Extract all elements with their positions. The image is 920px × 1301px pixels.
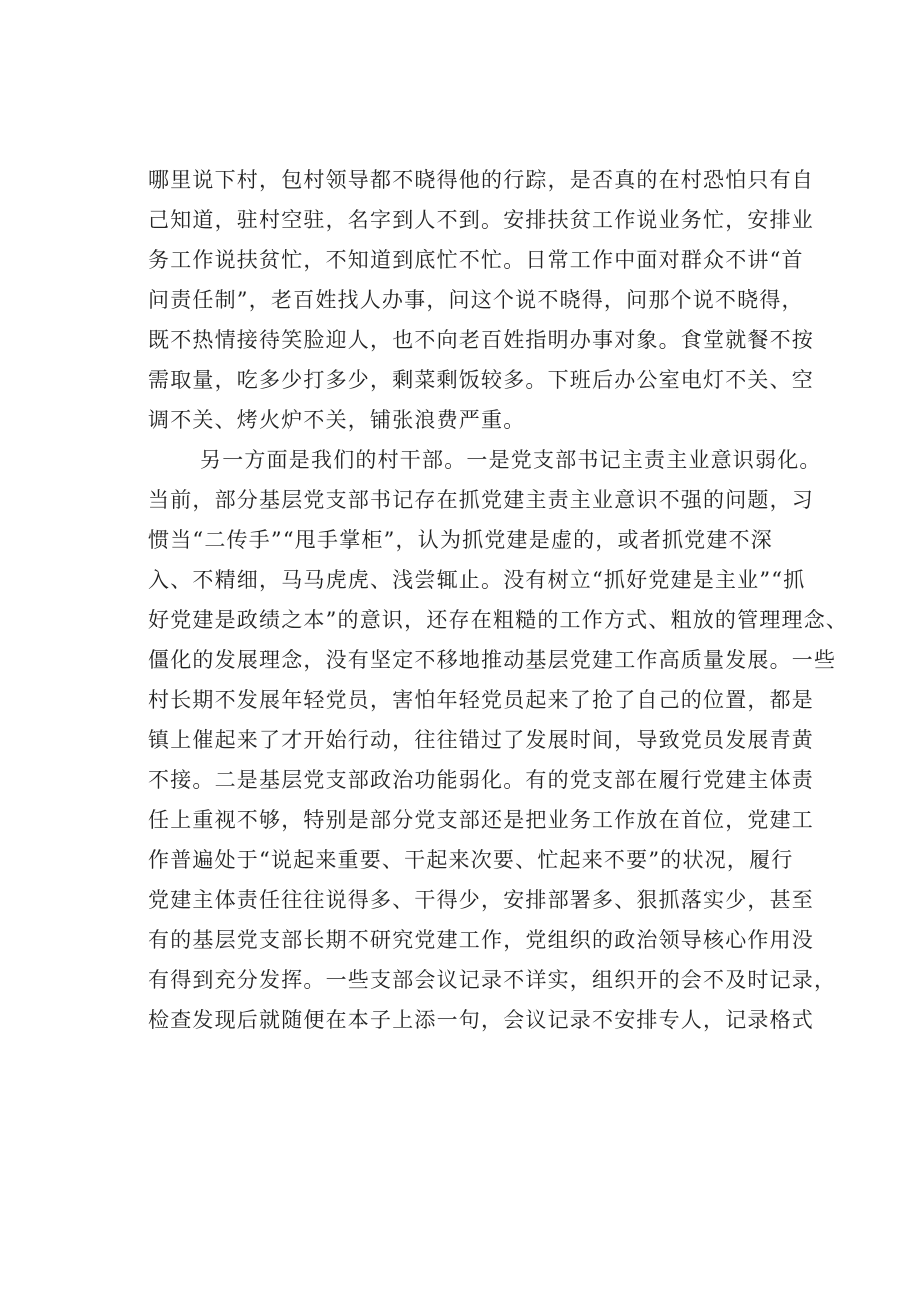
text-line-18: 作普遍处于“说起来重要、干起来次要、忙起来不要”的状况，履行 — [148, 848, 794, 872]
text-line-3: 务工作说扶贫忙，不知道到底忙不忙。日常工作中面对群众不讲“首 — [148, 248, 804, 272]
body-text — [148, 160, 849, 1040]
text-line-10: 惯当“二传手”“甩手掌柜”，认为抓党建是虚的，或者抓党建不深 — [148, 528, 773, 552]
text-line-15: 镇上催起来了才开始行动，往往错过了发展时间，导致党员发展青黄 — [148, 728, 814, 752]
text-line-13: 僵化的发展理念，没有坚定不移地推动基层党建工作高质量发展。一些 — [148, 648, 837, 672]
text-line-22: 检查发现后就随便在本子上添一句，会议记录不安排专人，记录格式 — [148, 1008, 814, 1032]
text-line-11: 入、不精细，马马虎虎、浅尝辄止。没有树立“抓好党建是主业”“抓 — [148, 568, 806, 592]
text-line-4: 问责任制”，老百姓找人办事，问这个说不晓得，问那个说不晓得， — [148, 288, 804, 312]
text-line-2: 己知道，驻村空驻，名字到人不到。安排扶贫工作说业务忙，安排业 — [148, 208, 814, 232]
text-line-5: 既不热情接待笑脸迎人，也不向老百姓指明办事对象。食堂就餐不按 — [148, 328, 814, 352]
text-line-7: 调不关、烤火炉不关，铺张浪费严重。 — [148, 408, 526, 432]
text-line-6: 需取量，吃多少打多少，剩菜剩饭较多。下班后办公室电灯不关、空 — [148, 368, 814, 392]
text-line-14: 村长期不发展年轻党员，害怕年轻党员起来了抢了自己的位置，都是 — [148, 688, 814, 712]
text-line-19: 党建主体责任往往说得多、干得少，安排部署多、狠抓落实少，甚至 — [148, 888, 814, 912]
paragraph-start-line: 另一方面是我们的村干部。一是党支部书记主责主业意识弱化。 — [200, 448, 822, 472]
text-line-12: 好党建是政绩之本”的意识，还存在粗糙的工作方式、粗放的管理理念、 — [148, 608, 849, 632]
text-line-17: 任上重视不够，特别是部分党支部还是把业务工作放在首位，党建工 — [148, 808, 814, 832]
text-line-1: 哪里说下村，包村领导都不晓得他的行踪，是否真的在村恐怕只有自 — [148, 168, 814, 192]
text-line-20: 有的基层党支部长期不研究党建工作，党组织的政治领导核心作用没 — [148, 928, 814, 952]
text-line-16: 不接。二是基层党支部政治功能弱化。有的党支部在履行党建主体责 — [148, 768, 814, 792]
text-line-21: 有得到充分发挥。一些支部会议记录不详实，组织开的会不及时记录， — [148, 968, 837, 992]
text-line-9: 当前，部分基层党支部书记存在抓党建主责主业意识不强的问题，习 — [148, 488, 814, 512]
